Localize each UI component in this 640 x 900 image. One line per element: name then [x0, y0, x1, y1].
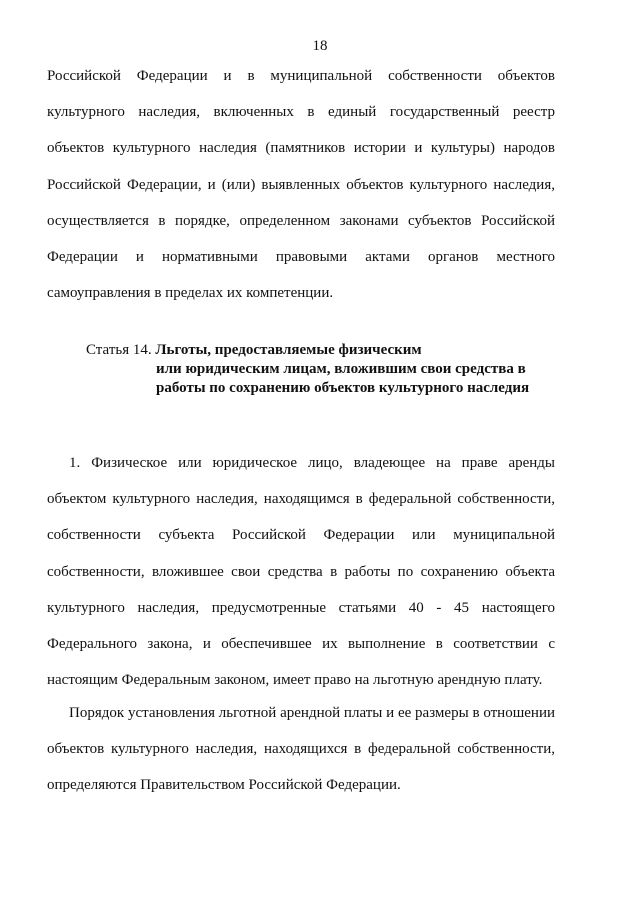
paragraph-item-1: 1. Физическое или юридическое лицо, владеющее на праве аренды объектом культурного наследия, находящимся в федеральной собственности, собственности субъекта Российской Федерации или муниципальной собственности, вложившее свои средства в работы по сохранению объекта культурного наследия, предусмотренные статьями 40 - 45 настоящего Федерального закона, и обеспечившее их выполнение в соответствии с настоящим Федеральным законом, имеет право на льготную арендную плату.	[47, 455, 555, 689]
article-title-line-1: Льготы, предоставляемые физическим	[155, 342, 422, 358]
article-number: Статья 14.	[86, 342, 152, 358]
paragraph-intro: Российской Федерации и в муниципальной собственности объектов культурного наследия, включенных в единый государственный реестр объектов культурного наследия (памятников истории и культуры) народов Российской Федерации, и (или) выявленных объектов культурного наследия, осуществляется в порядке, определенном законами субъектов Российской Федерации и нормативными правовыми актами органов местного самоуправления в пределах их компетенции.	[47, 68, 555, 302]
article-heading-line-1	[86, 341, 566, 360]
page-number: 18	[312, 38, 328, 54]
article-title-line-3: работы по сохранению объектов культурного наследия	[156, 380, 530, 396]
article-title-line-2: или юридическим лицам, вложившим свои средства в	[156, 361, 526, 377]
paragraph-item-2: Порядок установления льготной арендной платы и ее размеры в отношении объектов культурного наследия, находящихся в федеральной собственности, определяются Правительством Российской Федерации.	[47, 705, 555, 794]
article-heading	[86, 341, 566, 398]
